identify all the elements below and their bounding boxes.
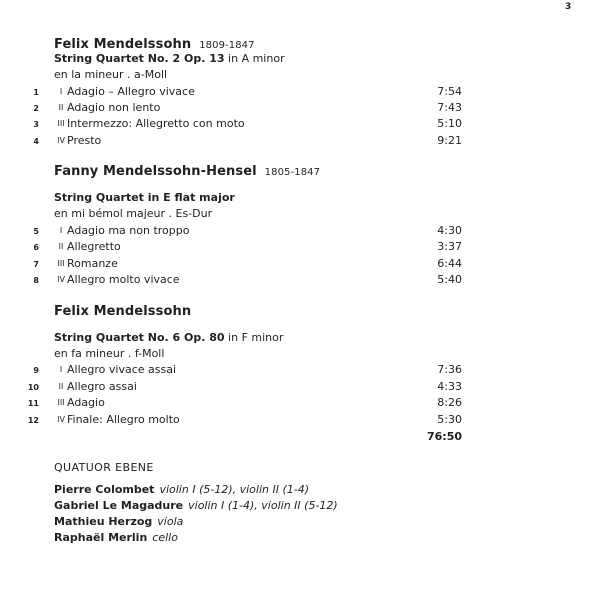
composer-heading — [54, 304, 191, 319]
work-title — [54, 331, 283, 344]
work-subtitle: en mi bémol majeur . Es-Dur — [54, 207, 213, 220]
movement-title: Presto — [67, 134, 102, 147]
member-name: Mathieu Herzog — [54, 515, 153, 528]
track-duration: 4:30 — [437, 224, 462, 237]
track-number: 2 — [33, 104, 39, 113]
movement-title: Adagio — [67, 396, 105, 409]
work-key: in F minor — [228, 331, 284, 344]
member-credit — [54, 499, 338, 512]
movement-title: Allegro assai — [67, 380, 137, 393]
track-duration: 3:37 — [437, 240, 462, 253]
track-number: 4 — [33, 137, 39, 146]
work-title — [54, 52, 285, 65]
member-role: violin I (5-12), violin II (1-4) — [159, 483, 310, 496]
track-number: 1 — [33, 88, 39, 97]
track-row — [0, 117, 600, 133]
track-number: 3 — [33, 120, 39, 129]
track-duration: 7:43 — [437, 101, 462, 114]
track-duration: 9:21 — [437, 134, 462, 147]
movement-title: Adagio non lento — [67, 101, 161, 114]
track-row — [0, 257, 600, 273]
member-credit — [54, 531, 178, 544]
track-row — [0, 101, 600, 117]
track-number: 11 — [27, 399, 39, 408]
composer-name: Felix Mendelssohn — [54, 304, 192, 319]
member-role: cello — [152, 531, 178, 544]
track-duration: 5:10 — [437, 117, 462, 130]
track-duration: 6:44 — [437, 257, 462, 270]
movement-title: Romanze — [67, 257, 118, 270]
track-duration: 5:30 — [437, 413, 462, 426]
track-number: 8 — [33, 276, 39, 285]
work-title-main: String Quartet No. 6 Op. 80 — [54, 331, 225, 344]
movement-numeral: III — [57, 398, 65, 407]
track-duration: 8:26 — [437, 396, 462, 409]
movement-numeral: IV — [57, 136, 65, 145]
composer-name: Fanny Mendelssohn-Hensel — [54, 164, 257, 179]
movement-title: Allegro molto vivace — [67, 273, 180, 286]
work-subtitle: en fa mineur . f-Moll — [54, 347, 165, 360]
track-duration: 5:40 — [437, 273, 462, 286]
movement-numeral: II — [58, 382, 64, 391]
track-row — [0, 396, 600, 412]
work-title-main: String Quartet No. 2 Op. 13 — [54, 52, 225, 65]
movement-numeral: I — [59, 226, 63, 235]
member-name: Pierre Colombet — [54, 483, 155, 496]
movement-title: Adagio – Allegro vivace — [67, 85, 195, 98]
total-duration: 76:50 — [426, 430, 462, 443]
track-number: 6 — [33, 243, 39, 252]
track-duration: 7:36 — [437, 363, 462, 376]
movement-title: Allegretto — [67, 240, 121, 253]
track-row — [0, 273, 600, 289]
track-number: 12 — [27, 416, 39, 425]
ensemble-name: QUATUOR EBENE — [54, 461, 154, 474]
composer-dates: 1809-1847 — [199, 40, 255, 51]
member-credit — [54, 515, 183, 528]
track-row — [0, 380, 600, 396]
movement-numeral: II — [58, 242, 64, 251]
track-row — [0, 224, 600, 240]
member-name: Raphaël Merlin — [54, 531, 148, 544]
page-number: 3 — [565, 2, 572, 12]
track-duration: 4:33 — [437, 380, 462, 393]
member-credit — [54, 483, 309, 496]
composer-heading — [54, 164, 320, 179]
track-row — [0, 85, 600, 101]
work-key: in A minor — [228, 52, 285, 65]
track-number: 9 — [33, 366, 39, 375]
track-duration: 7:54 — [437, 85, 462, 98]
movement-numeral: IV — [57, 275, 65, 284]
track-number: 5 — [33, 227, 39, 236]
track-row — [0, 134, 600, 150]
composer-heading — [54, 37, 255, 52]
movement-numeral: I — [59, 87, 63, 96]
movement-title: Intermezzo: Allegretto con moto — [67, 117, 245, 130]
track-row — [0, 413, 600, 429]
movement-title: Finale: Allegro molto — [67, 413, 180, 426]
composer-dates: 1805-1847 — [264, 167, 321, 178]
member-role: viola — [157, 515, 184, 528]
member-name: Gabriel Le Magadure — [54, 499, 184, 512]
movement-numeral: III — [57, 259, 65, 268]
track-number: 7 — [33, 260, 39, 269]
member-role: violin I (1-4), violin II (5-12) — [188, 499, 338, 512]
movement-numeral: I — [59, 365, 63, 374]
work-subtitle: en la mineur . a-Moll — [54, 68, 168, 81]
movement-numeral: III — [57, 119, 65, 128]
movement-title: Adagio ma non troppo — [67, 224, 190, 237]
track-number: 10 — [27, 383, 39, 392]
track-row — [0, 363, 600, 379]
movement-numeral: II — [58, 103, 64, 112]
movement-numeral: IV — [57, 415, 65, 424]
movement-title: Allegro vivace assai — [67, 363, 177, 376]
composer-name: Felix Mendelssohn — [54, 37, 192, 52]
work-title-main: String Quartet in E flat major — [54, 191, 235, 204]
work-title — [54, 191, 235, 204]
track-row — [0, 240, 600, 256]
